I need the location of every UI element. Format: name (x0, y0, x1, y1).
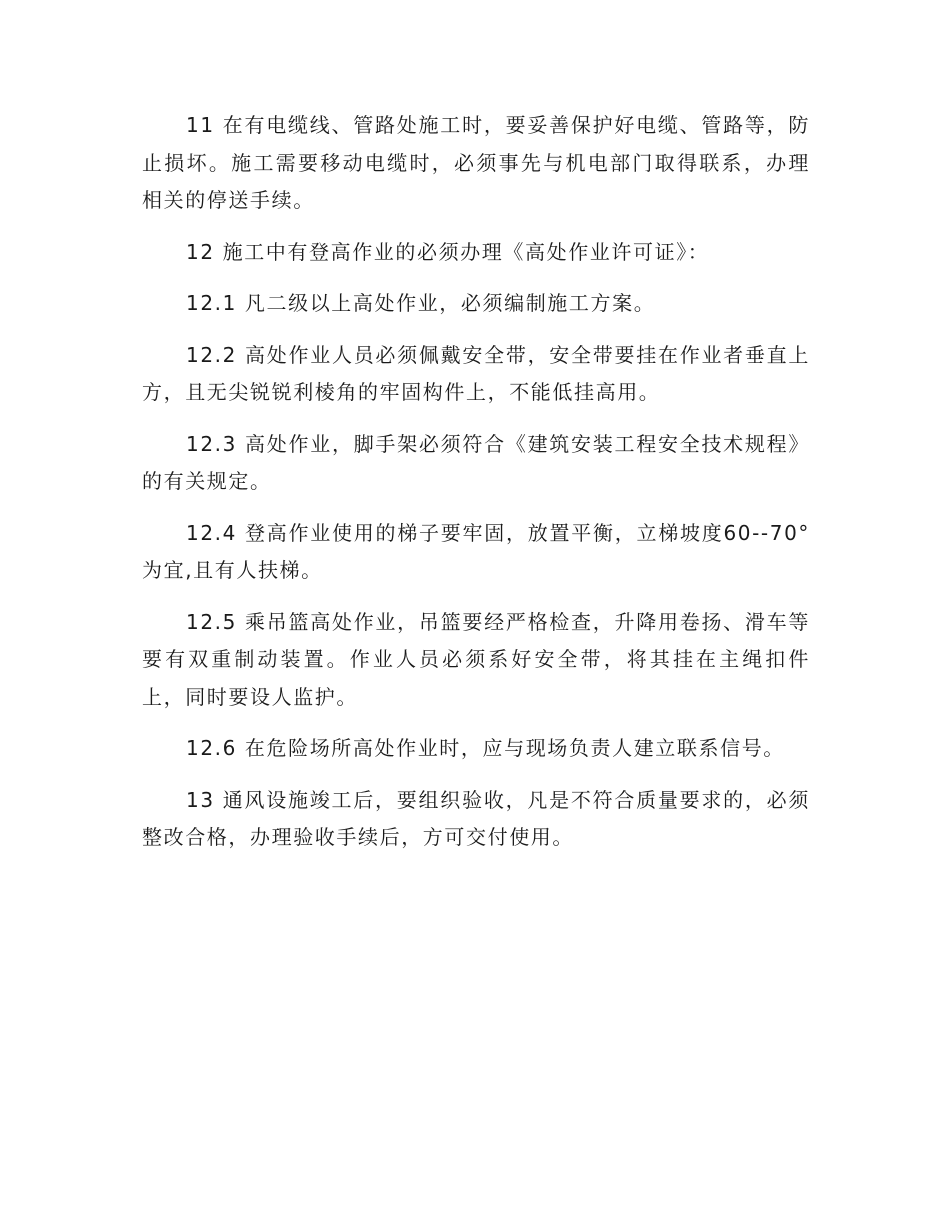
paragraph-12-5: 12.5 乘吊篮高处作业，吊篮要经严格检查，升降用卷扬、滑车等要有双重制动装置。作业人员必须系好安全带，将其挂在主绳扣件上，同时要设人监护。 (142, 609, 810, 709)
paragraph-11: 11 在有电缆线、管路处施工时，要妥善保护好电缆、管路等，防止损坏。施工需要移动电缆时，必须事先与机电部门取得联系，办理相关的停送手续。 (142, 113, 810, 212)
paragraph-12-3: 12.3 高处作业，脚手架必须符合《建筑安装工程安全技术规程》的有关规定。 (142, 431, 810, 493)
paragraph-12-6: 12.6 在危险场所高处作业时，应与现场负责人建立联系信号。 (186, 736, 785, 760)
paragraph-12-1: 12.1 凡二级以上高处作业，必须编制施工方案。 (186, 291, 656, 315)
paragraph-12: 12 施工中有登高作业的必须办理《高处作业许可证》： (186, 239, 710, 264)
paragraph-13: 13 通风设施竣工后，要组织验收，凡是不符合质量要求的，必须整改合格，办理验收手续后，方可交付使用。 (142, 787, 810, 849)
paragraph-12-2: 12.2 高处作业人员必须佩戴安全带，安全带要挂在作业者垂直上方，且无尖锐锐利棱角的牢固构件上，不能低挂高用。 (142, 342, 810, 404)
document-body (142, 107, 810, 871)
paragraph-12-4: 12.4 登高作业使用的梯子要牢固，放置平衡，立梯坡度60--70°为宜,且有人扶梯。 (142, 520, 810, 582)
